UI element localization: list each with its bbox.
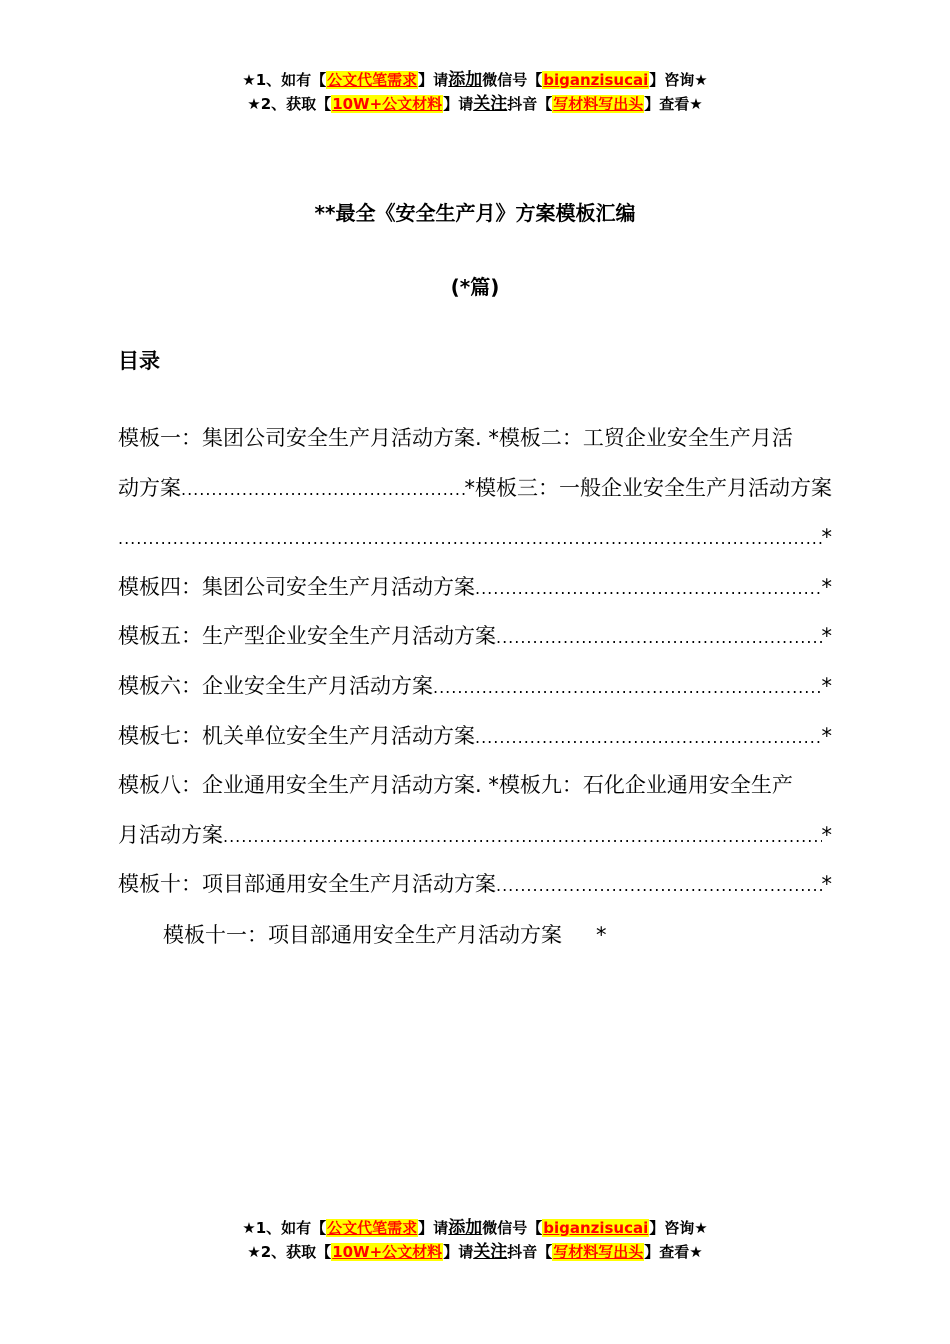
promo-line-1 (0, 68, 950, 92)
table-of-contents (118, 414, 832, 910)
promo-text: ★2、获取【 (247, 95, 332, 113)
promo-text: 】查看★ (644, 1243, 703, 1261)
promo-text: 抖音【 (507, 95, 553, 113)
toc-entry-text: 模板十一：项目部通用安全生产月活动方案 (163, 923, 562, 947)
toc-page-ref: * (821, 723, 832, 748)
promo-emphasis: 添加 (448, 70, 483, 90)
toc-leader-dots (433, 663, 822, 712)
promo-text: ★1、如有【 (242, 1219, 327, 1237)
promo-emphasis: 关注 (473, 94, 508, 114)
toc-leader-dots (496, 861, 822, 910)
promo-text: 微信号【 (482, 1219, 543, 1237)
document-title: **最全《安全生产月》方案模板汇编 (314, 201, 636, 225)
promo-highlight: 公文代笔需求 (327, 1219, 418, 1237)
promo-text: 】请 (443, 1243, 474, 1261)
toc-leader-dots (496, 613, 822, 662)
douyin-id-highlight: 写材料写出头 (553, 95, 644, 113)
toc-page-ref: * (821, 822, 832, 847)
toc-entry-text: 模板八：企业通用安全生产月活动方案. *模板九：石化企业通用安全生产 (118, 773, 793, 798)
promo-emphasis: 添加 (448, 1218, 483, 1238)
toc-entry-text: 模板十：项目部通用安全生产月活动方案 (118, 872, 496, 897)
toc-entry-text: 模板七：机关单位安全生产月活动方案 (118, 723, 475, 748)
toc-entry[interactable] (118, 464, 832, 514)
promo-line-2 (0, 1240, 950, 1264)
toc-entry[interactable] (118, 414, 832, 464)
toc-entry-text: 模板一：集团公司安全生产月活动方案. *模板二：工贸企业安全生产月活 (118, 426, 793, 450)
toc-heading: 目录 (118, 349, 160, 373)
footer-promo (0, 1216, 950, 1264)
promo-line-1 (0, 1216, 950, 1240)
toc-page-ref: * (821, 872, 832, 897)
header-promo (0, 68, 950, 116)
toc-entry[interactable] (118, 612, 832, 662)
promo-highlight: 10W+公文材料 (332, 1243, 443, 1261)
promo-text: 】请 (418, 1219, 449, 1237)
toc-entry[interactable] (118, 712, 832, 762)
toc-leader-dots (223, 812, 822, 861)
toc-entry[interactable] (118, 662, 832, 712)
document-subtitle: (*篇) (450, 275, 500, 299)
toc-entry-text: 动方案 (118, 475, 181, 500)
toc-page-ref: * (821, 525, 832, 550)
douyin-id-highlight: 写材料写出头 (553, 1243, 644, 1261)
toc-entry[interactable] (118, 811, 832, 861)
toc-leader-dots (475, 564, 822, 613)
toc-entry-text: *模板三：一般企业安全生产月活动方案 (464, 475, 832, 500)
promo-text: 】请 (443, 95, 474, 113)
wechat-id-highlight: biganzisucai (543, 1219, 649, 1237)
toc-page-ref: * (596, 923, 607, 947)
promo-highlight: 公文代笔需求 (327, 71, 418, 89)
toc-leader-dots (118, 514, 822, 563)
toc-entry[interactable] (163, 912, 607, 958)
toc-entry-text: 月活动方案 (118, 822, 223, 847)
promo-text: 】请 (418, 71, 449, 89)
promo-text: ★2、获取【 (247, 1243, 332, 1261)
toc-page-ref: * (821, 673, 832, 698)
toc-entry-text: 模板五：生产型企业安全生产月活动方案 (118, 624, 496, 649)
toc-entry-text: 模板六：企业安全生产月活动方案 (118, 673, 433, 698)
promo-text: 微信号【 (482, 71, 543, 89)
promo-line-2 (0, 92, 950, 116)
promo-text: 抖音【 (507, 1243, 553, 1261)
toc-entry[interactable] (118, 513, 832, 563)
toc-entry[interactable] (118, 563, 832, 613)
toc-page-ref: * (821, 624, 832, 649)
toc-leader-dots (181, 465, 465, 514)
toc-entry[interactable] (118, 860, 832, 910)
promo-text: 】咨询★ (649, 71, 708, 89)
promo-text: ★1、如有【 (242, 71, 327, 89)
toc-entry-text: 模板四：集团公司安全生产月活动方案 (118, 574, 475, 599)
promo-highlight: 10W+公文材料 (332, 95, 443, 113)
promo-text: 】查看★ (644, 95, 703, 113)
promo-emphasis: 关注 (473, 1242, 508, 1262)
toc-leader-dots (475, 713, 822, 762)
toc-entry[interactable] (118, 761, 832, 811)
wechat-id-highlight: biganzisucai (543, 71, 649, 89)
toc-page-ref: * (821, 574, 832, 599)
promo-text: 】咨询★ (649, 1219, 708, 1237)
